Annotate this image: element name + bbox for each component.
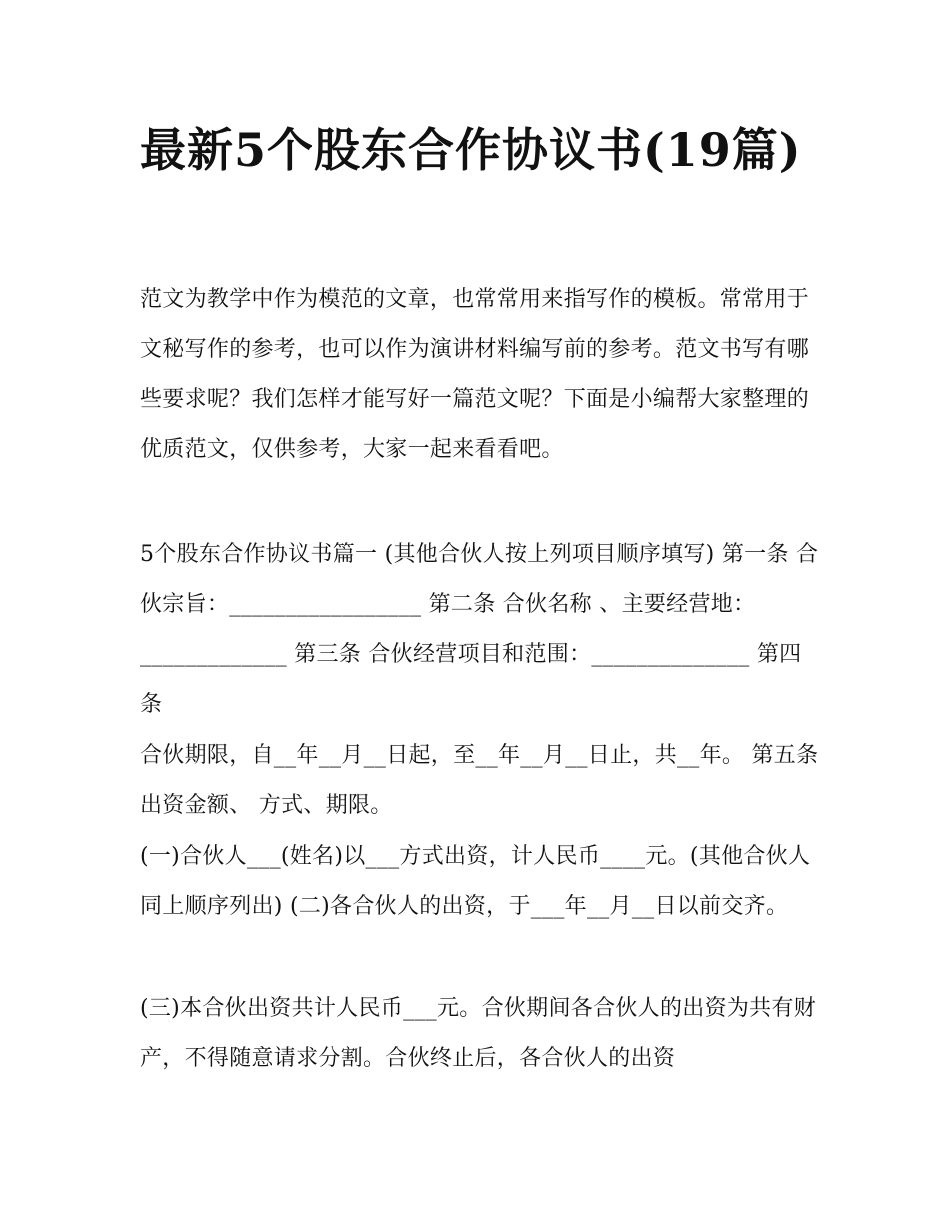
- document-title: 最新5个股东合作协议书(19篇): [140, 123, 802, 177]
- agreement-paragraph-4: (三)本合伙出资共计人民币___元。合伙期间各合伙人的出资为共有财产，不得随意请求分割。合伙终止后，各合伙人的出资: [140, 996, 817, 1071]
- agreement-paragraph-1: 5个股东合作协议书篇一 (其他合伙人按上列项目顺序填写) 第一条 合伙宗旨：_________________ 第二条 合伙名称 、主要经营地：_____________ 第三条 合伙经营项目和范围：______________ 第四条: [140, 542, 819, 717]
- agreement-paragraph-2: 合伙期限，自__年__月__日起，至__年__月__日止，共__年。 第五条 出资金额、 方式、期限。: [140, 743, 819, 818]
- intro-paragraph: 范文为教学中作为模范的文章，也常常用来指写作的模板。常常用于文秘写作的参考，也可以作为演讲材料编写前的参考。范文书写有哪些要求呢？我们怎样才能写好一篇范文呢？下面是小编帮大家整理的优质范文，仅供参考，大家一起来看看吧。: [140, 287, 810, 462]
- agreement-paragraph-3: (一)合伙人___(姓名)以___方式出资，计人民币____元。(其他合伙人同上顺序列出) (二)各合伙人的出资，于___年__月__日以前交齐。: [140, 844, 811, 919]
